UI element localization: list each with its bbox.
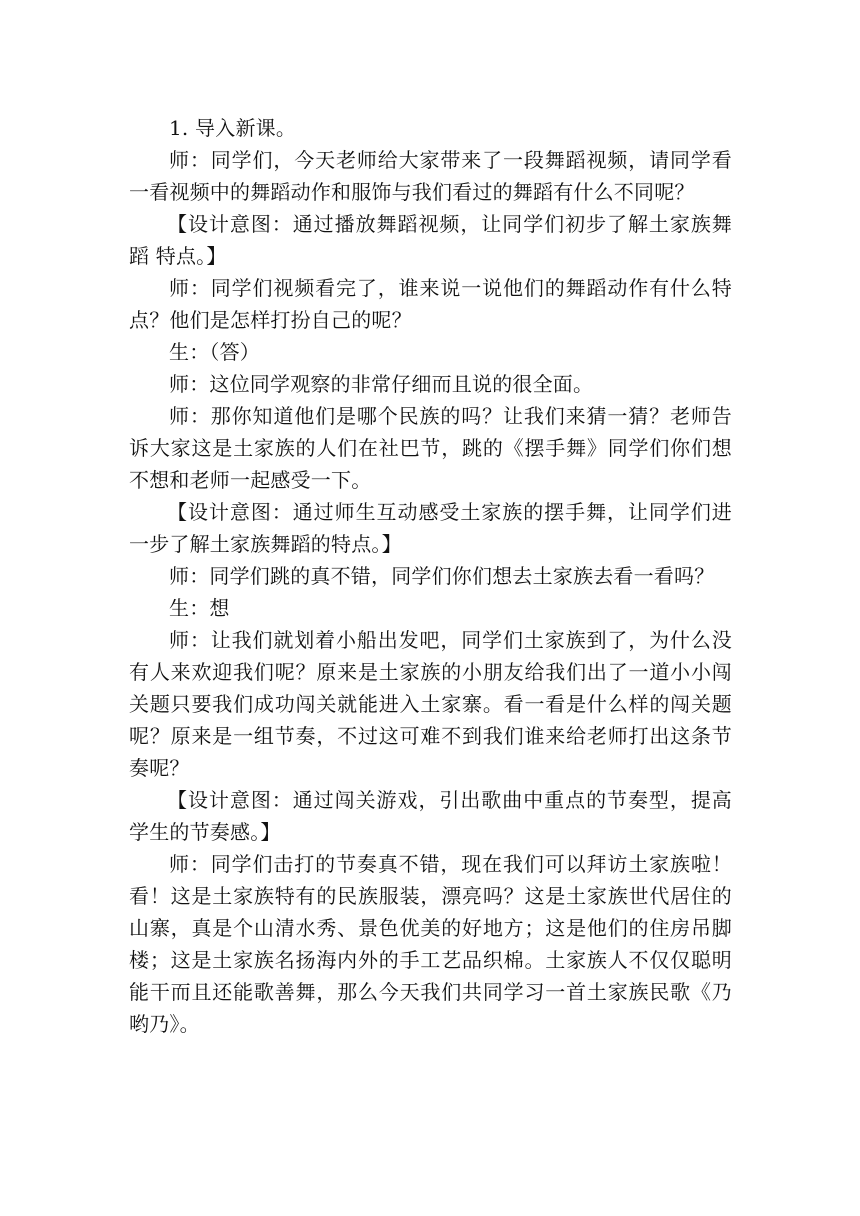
paragraph-teacher-boat: 师：让我们就划着小船出发吧，同学们土家族到了，为什么没有人来欢迎我们呢？原来是土家族的小朋友给我们出了一道小小闯关题只要我们成功闯关就能进入土家寨。看一看是什么样的闯关题呢？原来是一组节奏，不过这可难不到我们谁来给老师打出这条节奏呢？ [129, 628, 732, 780]
paragraph-teacher-praise: 师：这位同学观察的非常仔细而且说的很全面。 [169, 372, 594, 396]
paragraph-teacher-video: 师：同学们，今天老师给大家带来了一段舞蹈视频，请同学看一看视频中的舞蹈动作和服饰与我们看过的舞蹈有什么不同呢？ [129, 148, 732, 204]
lesson-text [129, 112, 732, 1040]
paragraph-teacher-culture: 师：同学们击打的节奏真不错，现在我们可以拜访土家族啦！看！这是土家族特有的民族服装，漂亮吗？这是土家族世代居住的山寨，真是个山清水秀、景色优美的好地方；这是他们的住房吊脚楼；这是土家族名扬海内外的手工艺品织棉。土家族人不仅仅聪明能干而且还能歌善舞，那么今天我们共同学习一首土家族民歌《乃哟乃》。 [129, 852, 732, 1036]
paragraph-teacher-ethnic-group: 师：那你知道他们是哪个民族的吗？让我们来猜一猜？老师告诉大家这是土家族的人们在社巴节，跳的《摆手舞》同学们你们想不想和老师一起感受一下。 [129, 404, 732, 492]
paragraph-design-intent-2: 【设计意图：通过师生互动感受土家族的摆手舞，让同学们进一步了解土家族舞蹈的特点。】 [129, 500, 732, 556]
paragraph-design-intent-3: 【设计意图：通过闯关游戏，引出歌曲中重点的节奏型，提高学生的节奏感。】 [129, 788, 732, 844]
paragraph-student-answer: 生：（答） [169, 340, 260, 364]
paragraph-teacher-question: 师：同学们视频看完了，谁来说一说他们的舞蹈动作有什么特点？他们是怎样打扮自己的呢？ [129, 276, 732, 332]
paragraph-student-want: 生：想 [169, 596, 230, 620]
paragraph-design-intent-1: 【设计意图：通过播放舞蹈视频，让同学们初步了解土家族舞蹈 特点。】 [129, 212, 732, 268]
paragraph-teacher-visit: 师：同学们跳的真不错，同学们你们想去土家族去看一看吗？ [169, 564, 715, 588]
paragraph-intro-heading: 1. 导入新课。 [169, 116, 297, 140]
